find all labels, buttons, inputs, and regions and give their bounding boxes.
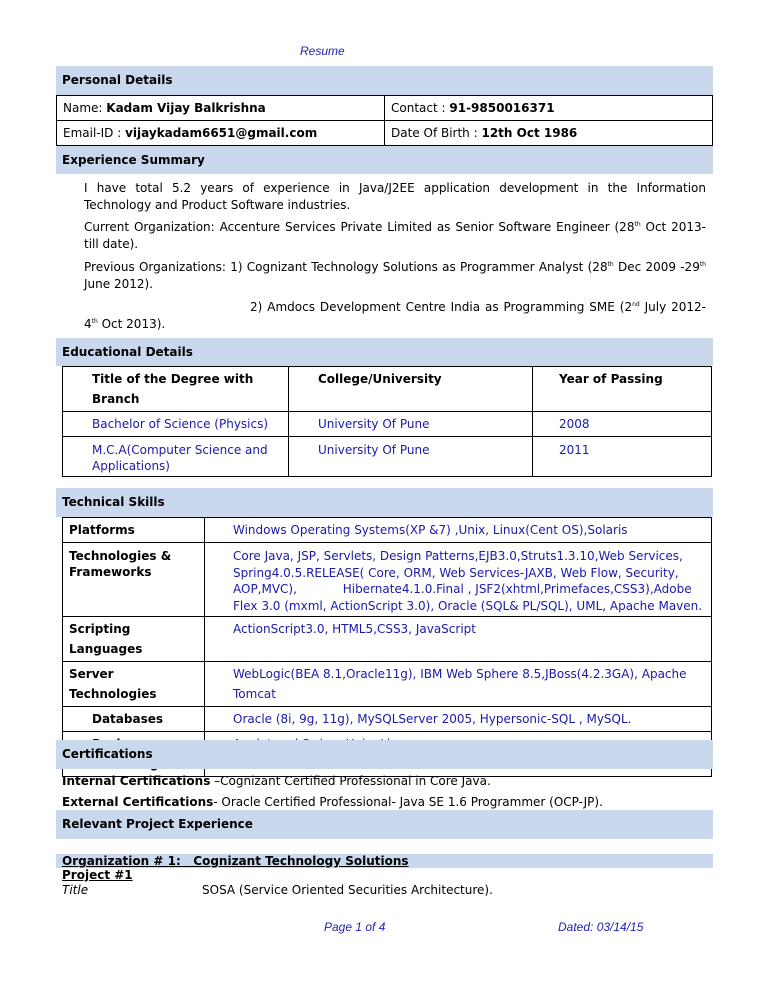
name-cell: Name: Kadam Vijay Balkrishna bbox=[57, 96, 385, 121]
dob-cell: Date Of Birth : 12th Oct 1986 bbox=[385, 121, 713, 146]
education-header-college: College/University bbox=[289, 367, 533, 412]
experience-paragraph-2: Current Organization: Accenture Services Private Limited as Senior Software Engineer (28th Oct 2013- till date). bbox=[84, 220, 706, 251]
skill-category: Server Technologies bbox=[63, 662, 205, 707]
skill-category: Databases bbox=[63, 707, 205, 732]
education-header-degree: Title of the Degree with Branch bbox=[63, 367, 289, 412]
skill-value: Windows Operating Systems(XP &7) ,Unix, Linux(Cent OS),Solaris bbox=[205, 518, 712, 543]
organization-label: Organization # 1: Cognizant Technology Solutions bbox=[62, 854, 409, 868]
project-title-label: Title bbox=[62, 883, 89, 897]
skill-value: WebLogic(BEA 8.1,Oracle11g), IBM Web Sphere 8.5,JBoss(4.2.3GA), Apache Tomcat bbox=[205, 662, 712, 707]
skill-value: ActionScript3.0, HTML5,CSS3, JavaScript bbox=[205, 617, 712, 662]
education-degree: Bachelor of Science (Physics) bbox=[63, 412, 289, 437]
email-cell: Email-ID : vijaykadam6651@gmail.com bbox=[57, 121, 385, 146]
experience-paragraph-4: 2) Amdocs Development Centre India as Programming SME (2nd July 2012-4th Oct 2013). bbox=[84, 300, 707, 331]
project-label: Project #1 bbox=[62, 868, 133, 882]
page-number: Page 1 of 4 bbox=[324, 920, 386, 934]
skill-value: Core Java, JSP, Servlets, Design Patterns,EJB3.0,Struts1.3.10,Web Services, Spring4.0.5.RELEASE( Core, ORM, Web Services-JAXB, Web Flow, Security, AOP,MVC), Hibernate4.1.0.Final , JSF2(xhtml,Primefaces,CSS3),Adobe Flex 3.0 (mxml, ActionScript 3.0), Oracle (SQL& PL/SQL), UML, Apache Maven. bbox=[205, 543, 712, 617]
skill-category: Platforms bbox=[63, 518, 205, 543]
experience-paragraph-1: I have total 5.2 years of experience in Java/J2EE application development in the Information Technology and Product Software industries. bbox=[84, 181, 706, 212]
educational-details-heading: Educational Details bbox=[56, 338, 713, 366]
contact-cell: Contact : 91-9850016371 bbox=[385, 96, 713, 121]
external-certification: External Certifications- Oracle Certified Professional- Java SE 1.6 Programmer (OCP-JP). bbox=[62, 795, 603, 809]
technical-skills-heading: Technical Skills bbox=[56, 488, 713, 517]
education-college: University Of Pune bbox=[289, 412, 533, 437]
education-table bbox=[62, 366, 712, 477]
document-title: Resume bbox=[300, 44, 345, 58]
education-header-year: Year of Passing bbox=[533, 367, 712, 412]
personal-details-heading: Personal Details bbox=[56, 66, 713, 95]
education-degree: M.C.A(Computer Science and Applications) bbox=[63, 437, 289, 477]
internal-certification: Internal Certifications –Cognizant Certified Professional in Core Java. bbox=[62, 774, 491, 788]
skill-category: Scripting Languages bbox=[63, 617, 205, 662]
relevant-project-heading: Relevant Project Experience bbox=[56, 810, 713, 839]
personal-details-table bbox=[56, 95, 713, 146]
technical-skills-table bbox=[62, 517, 712, 777]
experience-summary-heading: Experience Summary bbox=[56, 146, 713, 174]
skill-category: Technologies & Frameworks bbox=[63, 543, 205, 617]
education-college: University Of Pune bbox=[289, 437, 533, 477]
education-year: 2008 bbox=[533, 412, 712, 437]
dated-label: Dated: 03/14/15 bbox=[558, 920, 644, 934]
experience-paragraph-3: Previous Organizations: 1) Cognizant Technology Solutions as Programmer Analyst (28th Dec 2009 -29th June 2012). bbox=[84, 260, 706, 291]
certifications-heading: Certifications bbox=[56, 740, 713, 769]
education-year: 2011 bbox=[533, 437, 712, 477]
skill-value: Oracle (8i, 9g, 11g), MySQLServer 2005, Hypersonic-SQL , MySQL. bbox=[205, 707, 712, 732]
project-title-value: SOSA (Service Oriented Securities Architecture). bbox=[202, 883, 493, 897]
